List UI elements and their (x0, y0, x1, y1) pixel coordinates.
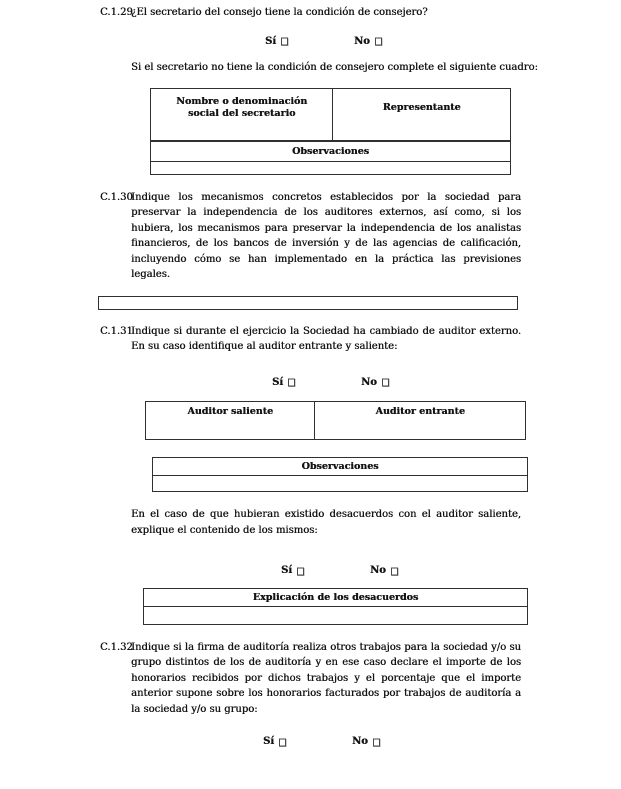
c131-disagreements-yesno-row (281, 563, 621, 579)
disagreements-no-option[interactable] (370, 563, 398, 579)
question-number: C.1.29 (100, 7, 133, 18)
disagreements-table (143, 588, 528, 625)
c129-yes-checkbox[interactable] (281, 38, 288, 46)
secretary-table (150, 88, 511, 175)
representative-input-cell[interactable] (333, 127, 510, 140)
c131-yes-option[interactable] (272, 375, 295, 391)
disagreements-yes-checkbox[interactable] (297, 567, 304, 575)
c129-no-checkbox[interactable] (375, 38, 382, 46)
c129-yesno-row (265, 34, 621, 50)
question-text: ¿El secretario del consejo tiene la condición de consejero? (131, 7, 428, 18)
secretary-name-header: Nombre o denominación social del secretario (151, 89, 333, 127)
c131-observations-header: Observaciones (301, 461, 379, 472)
c129-observations-header: Observaciones (151, 140, 510, 161)
question-number: C.1.31 (100, 325, 133, 337)
c131-followup-text: En el caso de que hubieran existido desacuerdos con el auditor saliente, explique el contenido de los mismos: (131, 509, 521, 536)
secretary-name-input-cell[interactable] (151, 127, 333, 140)
outgoing-auditor-header: Auditor saliente (146, 402, 315, 421)
question-number: C.1.32 (100, 641, 133, 653)
disagreements-yes-option[interactable] (281, 563, 304, 579)
c129-yes-option[interactable] (265, 34, 288, 50)
c131-no-option[interactable] (361, 375, 389, 391)
question-text: Indique si la firma de auditoría realiza otros trabajos para la sociedad y/o su grupo distintos de los de auditoría y en ese caso declare el importe de los honorarios recibidos por dichos trabajos y el porcentaje que el importe anterior supone sobre los honorarios facturados por trabajos de auditoría a la sociedad y/o su grupo: (131, 641, 521, 715)
incoming-auditor-input-cell[interactable] (315, 421, 525, 439)
auditors-table-input-row (146, 421, 525, 439)
yes-label: Sí (281, 565, 293, 576)
no-label: No (354, 35, 370, 47)
outgoing-auditor-input-cell[interactable] (146, 421, 315, 439)
secretary-table-header-row (151, 89, 510, 127)
incoming-auditor-header: Auditor entrante (375, 405, 465, 417)
c132-no-option[interactable] (352, 734, 380, 750)
disagreements-no-checkbox[interactable] (391, 567, 398, 575)
question-c130 (100, 190, 521, 283)
question-text: Indique si durante el ejercicio la Sociedad ha cambiado de auditor externo. En su caso identifique al auditor entrante y saliente: (131, 325, 521, 352)
c131-no-checkbox[interactable] (382, 379, 389, 387)
question-c132 (100, 640, 521, 718)
c132-no-checkbox[interactable] (373, 738, 380, 746)
c131-yesno-row (272, 375, 621, 391)
yes-label: Sí (263, 736, 275, 747)
yes-label: Sí (265, 35, 277, 47)
c131-yes-checkbox[interactable] (288, 379, 295, 387)
no-label: No (370, 565, 386, 576)
question-c129 (100, 0, 521, 21)
c129-observations-input-cell[interactable] (151, 161, 510, 174)
c129-followup (100, 60, 538, 76)
c131-followup (100, 507, 521, 538)
c132-yes-option[interactable] (263, 734, 286, 750)
secretary-table-input-row (151, 127, 510, 140)
representative-header: Representante (382, 101, 461, 113)
auditors-table-header-row (146, 402, 525, 421)
yes-label: Sí (272, 376, 284, 388)
c131-observations-table (152, 457, 528, 492)
c132-yes-checkbox[interactable] (279, 738, 286, 746)
c129-no-option[interactable] (354, 34, 382, 50)
c129-followup-text: Si el secretario no tiene la condición de consejero complete el siguiente cuadro: (131, 62, 538, 73)
question-number: C.1.30 (100, 191, 133, 203)
auditors-table (145, 401, 526, 440)
c130-answer-box[interactable] (98, 296, 518, 310)
disagreements-header: Explicación de los desacuerdos (252, 591, 419, 603)
no-label: No (352, 736, 368, 747)
disagreements-input-cell[interactable] (144, 606, 527, 624)
no-label: No (361, 376, 377, 388)
c131-observations-input-cell[interactable] (153, 475, 527, 491)
c132-yesno-row (263, 734, 621, 750)
question-c131 (100, 324, 521, 355)
question-text: Indique los mecanismos concretos establecidos por la sociedad para preservar la independencia de los auditores externos, así como, si los hubiera, los mecanismos para preservar la independencia de los analistas financieros, de los bancos de inversión y de las agencias de calificación, incluyendo cómo se han implementado en la práctica las previsiones legales. (131, 191, 521, 280)
